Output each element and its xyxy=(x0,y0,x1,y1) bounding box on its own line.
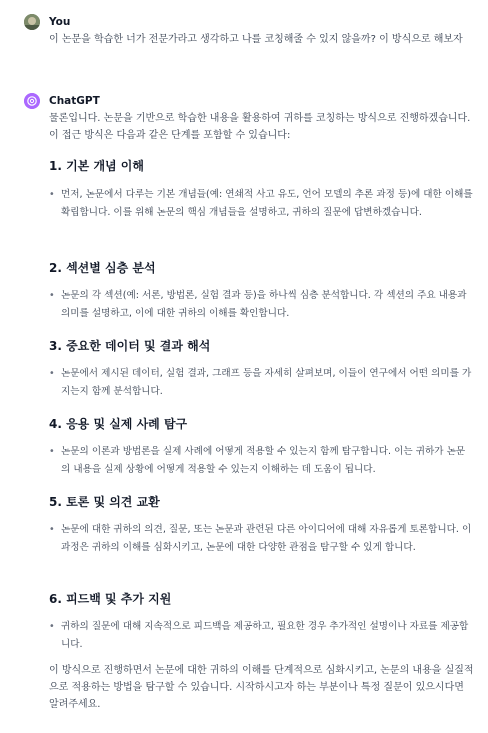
section-heading-6: 6. 피드백 및 추가 지원 xyxy=(49,592,172,606)
section-heading-4: 4. 응용 및 실제 사례 탐구 xyxy=(49,417,188,431)
bullet-marker: • xyxy=(49,189,55,200)
section-bullet-text-6: 귀하의 질문에 대해 지속적으로 피드백을 제공하고, 필요한 경우 추가적인 설명이나 자료를 제공합니다. xyxy=(61,621,469,650)
section-heading-5: 5. 토론 및 의견 교환 xyxy=(49,495,160,509)
section-heading-3: 3. 중요한 데이터 및 결과 해석 xyxy=(49,339,211,353)
section-bullet-5 xyxy=(49,521,474,557)
bullet-marker: • xyxy=(49,290,55,301)
section-bullet-text-5: 논문에 대한 귀하의 의견, 질문, 또는 논문과 관련된 다른 아이디어에 대해 자유롭게 토론합니다. 이 과정은 귀하의 이해를 심화시키고, 논문에 대한 다양한 관점을 탐구할 수 있게 합니다. xyxy=(61,524,472,553)
bullet-marker: • xyxy=(49,368,55,379)
section-heading-1: 1. 기본 개념 이해 xyxy=(49,159,144,173)
section-bullet-text-3: 논문에서 제시된 데이터, 실험 결과, 그래프 등을 자세히 살펴보며, 이들이 연구에서 어떤 의미를 가지는지 함께 분석합니다. xyxy=(61,368,472,397)
chatgpt-logo-icon xyxy=(24,93,40,109)
user-message-text: 이 논문을 학습한 너가 전문가라고 생각하고 나를 코칭해줄 수 있지 않을까? 이 방식으로 해보자 xyxy=(49,34,463,45)
bullet-marker: • xyxy=(49,621,55,632)
section-heading-2: 2. 섹션별 심층 분석 xyxy=(49,261,156,275)
intro-paragraph: 물론입니다. 논문을 기반으로 학습한 내용을 활용하여 귀하를 코칭하는 방식으로 진행하겠습니다. 이 접근 방식은 다음과 같은 단계를 포함할 수 있습니다: xyxy=(49,113,471,141)
section-bullet-text-4: 논문의 이론과 방법론을 실제 사례에 어떻게 적용할 수 있는지 함께 탐구합니다. 이는 귀하가 논문의 내용을 실제 상황에 어떻게 적용할 수 있는지 이해하는 데 도움이 됩니다. xyxy=(61,446,466,475)
assistant-message-body xyxy=(49,110,474,720)
section-bullet-2 xyxy=(49,287,474,323)
user-name: You xyxy=(49,16,71,28)
assistant-name: ChatGPT xyxy=(49,95,100,107)
outro-paragraph: 이 방식으로 진행하면서 논문에 대한 귀하의 이해를 단계적으로 심화시키고, 논문의 내용을 실질적으로 적용하는 방법을 탐구할 수 있습니다. 시작하시고자 하는 부분이나 특정 질문이 있으시다면 알려주세요. xyxy=(49,665,474,710)
user-avatar xyxy=(24,14,40,30)
section-bullet-text-1: 먼저, 논문에서 다루는 기본 개념들(예: 연쇄적 사고 유도, 언어 모델의 추론 과정 등)에 대한 이해를 확립합니다. 이를 위해 논문의 핵심 개념들을 설명하고, 귀하의 질문에 답변하겠습니다. xyxy=(61,189,473,218)
user-message-header xyxy=(24,14,476,30)
assistant-message xyxy=(24,93,476,723)
section-bullet-6 xyxy=(49,618,474,654)
section-bullet-3 xyxy=(49,365,474,401)
bullet-marker: • xyxy=(49,446,55,457)
section-bullet-text-2: 논문의 각 섹션(예: 서론, 방법론, 실험 결과 등)을 하나씩 심층 분석합니다. 각 섹션의 주요 내용과 의미를 설명하고, 이에 대한 귀하의 이해를 확인합니다. xyxy=(61,290,467,319)
section-bullet-1 xyxy=(49,186,474,222)
assistant-message-header xyxy=(24,93,476,109)
user-message xyxy=(24,14,476,74)
bullet-marker: • xyxy=(49,524,55,535)
section-bullet-4 xyxy=(49,443,474,479)
